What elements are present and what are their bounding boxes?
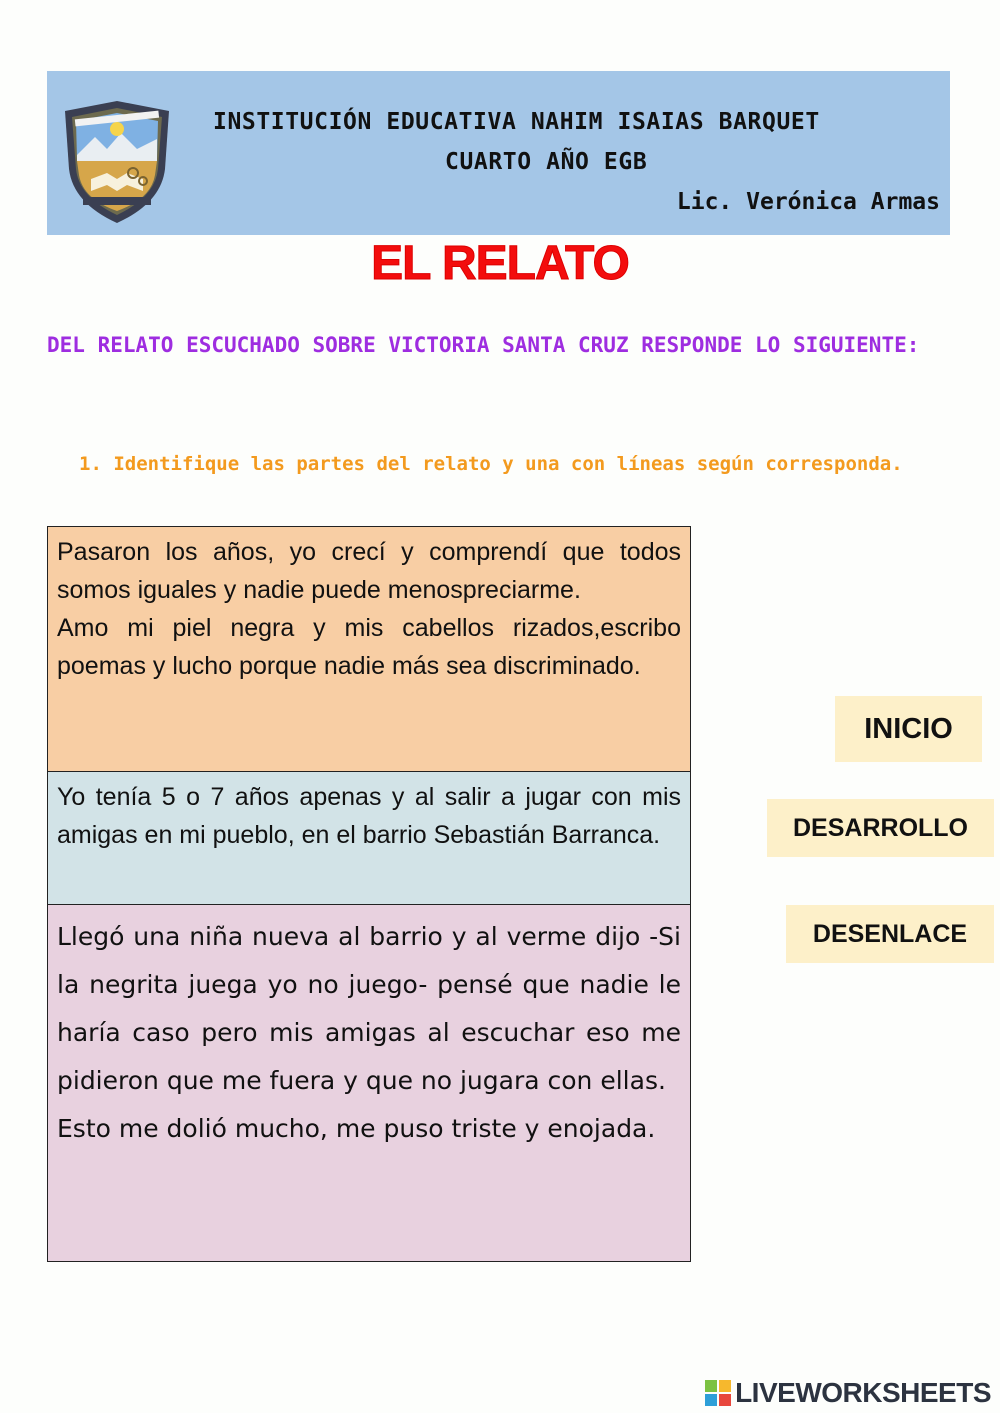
passage-paragraph: Pasaron los años, yo crecí y comprendí que todos somos iguales y nadie puede menospreciarme. [57,538,681,604]
option-desarrollo[interactable]: DESARROLLO [767,799,994,857]
passage-paragraph: Llegó una niña nueva al barrio y al verme dijo -Si la negrita juega yo no juego- pensé que nadie le haría caso pero mis amigas al escuchar eso me pidieron que me fuera y que no jugara con ellas. [57,922,681,1095]
option-inicio[interactable]: INICIO [835,696,982,762]
brand-name: LIVEWORKSHEETS [735,1377,991,1408]
question-1 [79,453,903,475]
passage-box-3[interactable] [47,904,691,1262]
question-text: Identifique las partes del relato y una con líneas según corresponda. [113,453,903,475]
question-number: 1. [79,453,102,475]
teacher-name: Lic. Verónica Armas [676,189,940,215]
passage-paragraph: Amo mi piel negra y mis cabellos rizados,escribo poemas y lucho porque nadie más sea discriminado. [57,614,681,680]
liveworksheets-logo [705,1374,991,1412]
passage-paragraph: Yo tenía 5 o 7 años apenas y al salir a jugar con mis amigas en mi pueblo, en el barrio Sebastián Barranca. [57,783,681,849]
passage-box-1[interactable] [47,526,691,772]
school-crest-icon [61,99,173,227]
grade-label: CUARTO AÑO EGB [445,149,648,175]
passage-paragraph: Esto me dolió mucho, me puso triste y enojada. [57,1114,656,1143]
liveworksheets-icon [705,1380,731,1406]
page-title: EL RELATO [371,237,629,290]
instruction-text: DEL RELATO ESCUCHADO SOBRE VICTORIA SANTA CRUZ RESPONDE LO SIGUIENTE: [47,333,920,357]
option-desenlace[interactable]: DESENLACE [786,905,994,963]
header-banner [47,71,950,235]
institution-name: INSTITUCIÓN EDUCATIVA NAHIM ISAIAS BARQUET [213,109,820,135]
passage-box-2[interactable] [47,771,691,905]
